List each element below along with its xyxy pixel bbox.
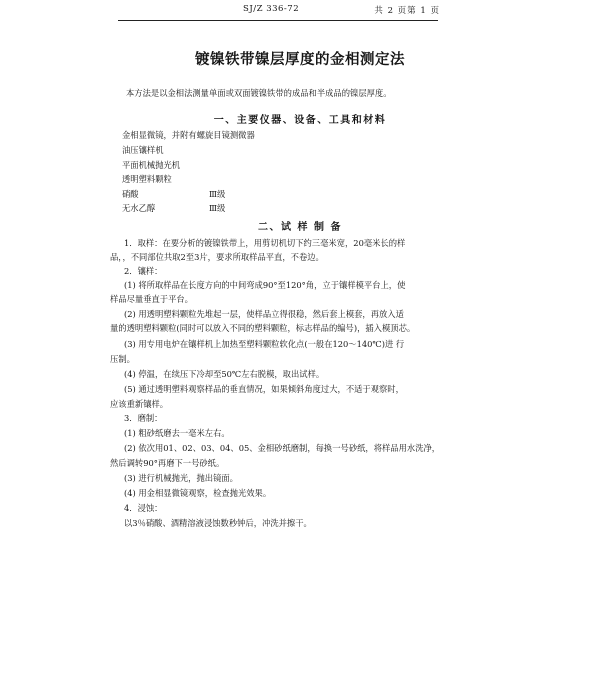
body-line: 然后调转90°再磨下一号砂纸。: [110, 458, 225, 468]
body-line: 应该重新镶样。: [110, 399, 169, 409]
body-line: 2．镶样：: [124, 266, 163, 276]
body-line: (2) 用透明塑料颗粒先堆起一层，使样品立得很稳，然后套上模套，再放入适: [124, 309, 404, 319]
body-line: (1) 粗砂纸磨去一毫米左右。: [124, 428, 230, 438]
body-line: 以3％硝酸、酒精溶液浸蚀数秒钟后，冲洗并擦干。: [124, 518, 312, 528]
page-header: [118, 0, 438, 21]
body-line: 样品尽量垂直于平台。: [110, 294, 193, 304]
body-line: (4) 停温，在续压下冷却至50℃左右脱模，取出试样。: [124, 369, 325, 379]
equipment-item: 金相显微镜，并附有螺旋目镜测微器: [122, 130, 255, 140]
equipment-item: 透明塑料颗粒: [122, 174, 172, 184]
section-heading-equipment: 一、主要仪器、设备、工具和材料: [213, 115, 387, 126]
body-line: (3) 进行机械抛光，抛出镜面。: [124, 473, 238, 483]
body-line: (1) 将所取样品在长度方向的中间弯成90°至120°角，立于镶样模平台上，使: [124, 280, 406, 290]
standard-code: SJ/Z 336-72: [243, 4, 300, 14]
equipment-item: 平面机械抛光机: [122, 160, 181, 170]
body-line: 3．磨制：: [124, 413, 163, 423]
equipment-item: 油压镶样机: [122, 145, 164, 155]
body-line: (4) 用金相显微镜观察，检查抛光效果。: [124, 488, 272, 498]
intro-paragraph: 本方法是以金相法测量单面或双面镀镍铁带的成品和半成品的镍层厚度。: [126, 88, 392, 98]
equipment-item: 无水乙醇: [122, 203, 156, 213]
equipment-grade: Ⅲ级: [209, 203, 226, 213]
body-line: 量的透明塑料颗粒(同时可以放入不同的塑料颗粒，标志样品的编号)，插入模顶芯。: [110, 323, 416, 333]
equipment-grade: Ⅲ级: [209, 189, 226, 199]
body-line: (2) 依次用01、02、03、04、05、金相砂纸磨制，每换一号砂纸，将样品用水洗净，: [124, 443, 441, 453]
body-line: 品，，不同部位共取2至3片，要求所取样品平直，不卷边。: [110, 252, 324, 262]
body-line: (3) 用专用电炉在镶样机上加热至塑料颗粒软化点(一般在120～140℃)进 行: [124, 339, 405, 349]
body-line: 1．取样：在要分析的镀镍铁带上，用剪切机切下约三毫米宽，20毫米长的样: [124, 238, 406, 248]
section-heading-sample-prep: 二、试 样 制 备: [258, 222, 342, 233]
equipment-item: 硝酸: [122, 189, 139, 199]
page-number: 共 2 页第 1 页: [374, 6, 440, 16]
body-line: (5) 通过透明塑料观察样品的垂直情况，如果倾斜角度过大，不适于观察时，: [124, 384, 404, 394]
body-line: 压制。: [110, 354, 135, 364]
document-title: 镀镍铁带镍层厚度的金相测定法: [195, 52, 405, 68]
body-line: 4．浸蚀：: [124, 503, 163, 513]
